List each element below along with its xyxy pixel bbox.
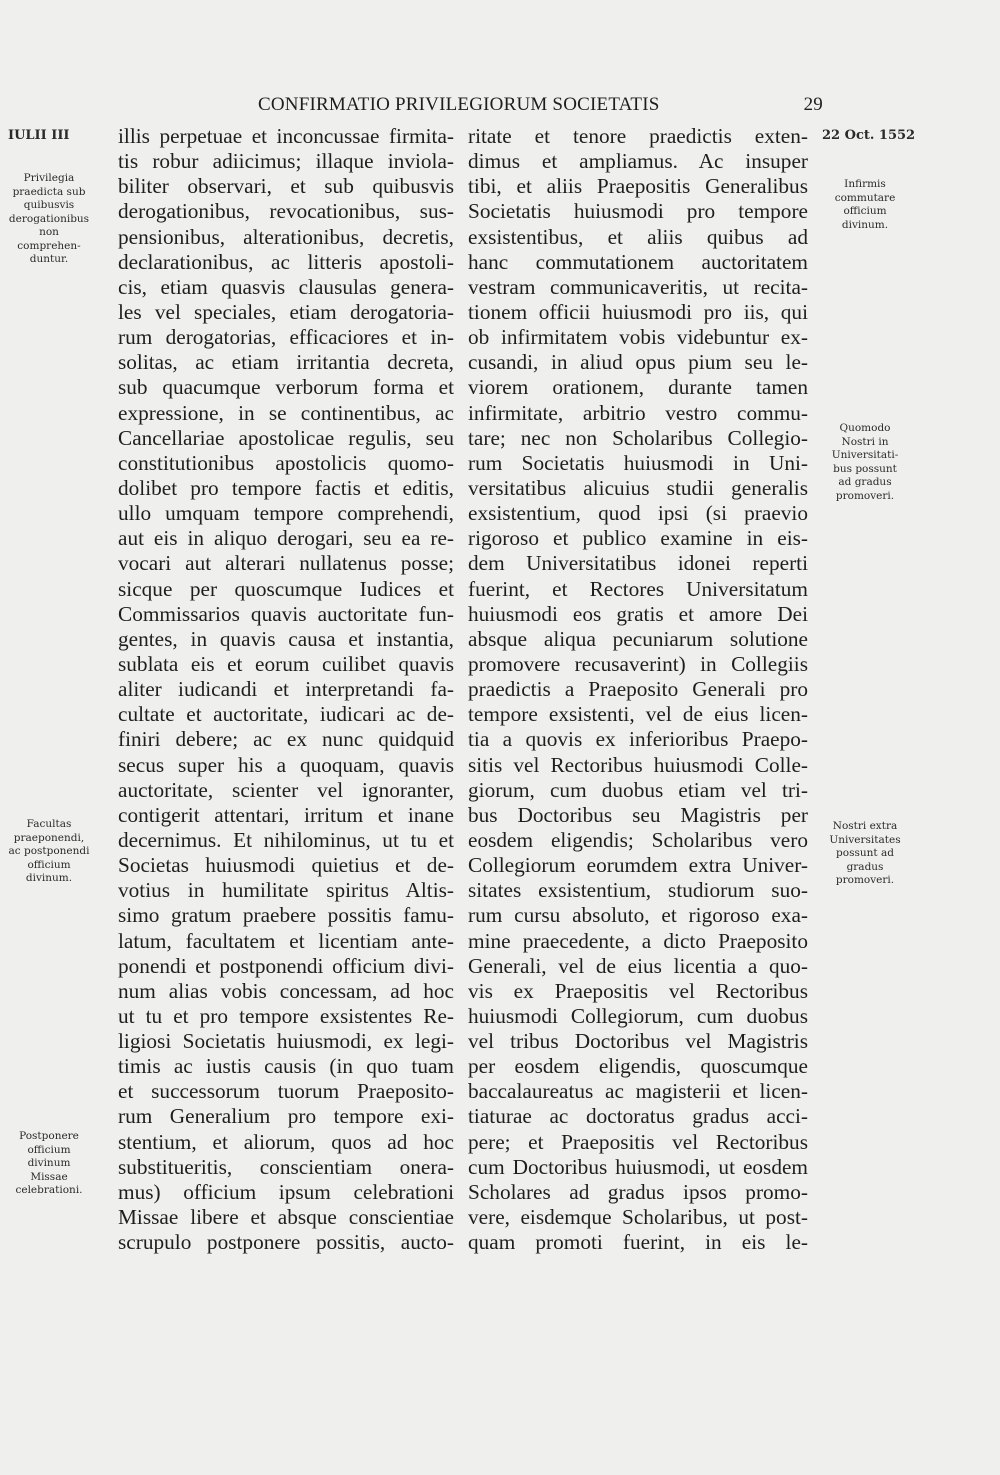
margin-note-line: derogationibus bbox=[8, 212, 90, 225]
text-line: ullo umquam tempore comprehendi, bbox=[118, 501, 454, 526]
text-line: vestram communicaveritis, ut recita- bbox=[468, 274, 808, 299]
text-line: exsistentium, quod ipsi (si praevio bbox=[468, 501, 808, 526]
text-line: les vel speciales, etiam derogatoria- bbox=[118, 299, 454, 324]
text-line: Generali, vel de eius licentia a quo- bbox=[468, 953, 808, 978]
text-line: vel tribus Doctoribus vel Magistris bbox=[468, 1029, 808, 1054]
text-line: biliter observari, et sub quibusvis bbox=[118, 174, 454, 199]
text-line: eosdem eligendis; Scholaribus vero bbox=[468, 827, 808, 852]
margin-note-line: bus possunt bbox=[833, 462, 897, 475]
text-line: Collegiorum eorumdem extra Univer- bbox=[468, 853, 808, 878]
pope-name: IULII III bbox=[8, 128, 70, 143]
text-line: absque aliqua pecuniarum solutione bbox=[468, 626, 808, 651]
text-line: vis ex Praepositis vel Rectoribus bbox=[468, 978, 808, 1003]
text-line: huiusmodi Collegiorum, cum duobus bbox=[468, 1003, 808, 1028]
margin-note-line: divinum. bbox=[841, 218, 889, 231]
margin-note-postponere bbox=[0, 1130, 98, 1198]
margin-note-line: praeponendi, bbox=[13, 831, 85, 844]
text-line: cusandi, in aliud opus pium seu le- bbox=[468, 350, 808, 375]
text-line: Missae libere et absque conscientiae bbox=[118, 1205, 454, 1230]
margin-note-facultas bbox=[0, 818, 98, 886]
text-line: vocari aut alterari nullatenus posse; bbox=[118, 551, 454, 576]
text-line: infirmitate, arbitrio vestro commu- bbox=[468, 400, 808, 425]
margin-note-line: Facultas bbox=[26, 818, 72, 830]
margin-note-line: Postponere bbox=[19, 1130, 79, 1142]
text-line: rum Generalium pro tempore exi- bbox=[118, 1104, 454, 1129]
text-line: sub quacumque verborum forma et bbox=[118, 375, 454, 400]
running-title: CONFIRMATIO PRIVILEGIORUM SOCIETATIS bbox=[258, 94, 660, 115]
text-line: tempore exsistenti, vel de eius licen- bbox=[468, 702, 808, 727]
page-number: 29 bbox=[803, 94, 823, 115]
text-line: ponendi et postponendi officium divi- bbox=[118, 953, 454, 978]
text-line: baccalaureatus ac magisterii et licen- bbox=[468, 1079, 808, 1104]
text-line: dimus et ampliamus. Ac insuper bbox=[468, 149, 808, 174]
text-line: rum Societatis huiusmodi in Uni- bbox=[468, 450, 808, 475]
text-line: mus) officium ipsum celebrationi bbox=[118, 1179, 454, 1204]
margin-note-line: duntur. bbox=[29, 253, 69, 265]
text-line: solitas, ac etiam irritantia decreta, bbox=[118, 350, 454, 375]
text-line: constitutionibus apostolicis quomo- bbox=[118, 450, 454, 475]
margin-note-line: officium bbox=[27, 858, 71, 871]
margin-note-line: celebrationi. bbox=[15, 1184, 83, 1196]
text-line: versitatibus alicuius studii generalis bbox=[468, 475, 808, 500]
text-line: Societatis huiusmodi pro tempore bbox=[468, 199, 808, 224]
text-line: praedictis a Praeposito Generali pro bbox=[468, 677, 808, 702]
text-line: quam promoti fuerint, in eis le- bbox=[468, 1230, 808, 1255]
text-line: decernimus. Et nihilominus, ut tu et bbox=[118, 827, 454, 852]
text-line: scrupulo postponere possitis, aucto- bbox=[118, 1230, 454, 1255]
text-line: stentium, et aliorum, quos ad hoc bbox=[118, 1129, 454, 1154]
text-line: dem Universitatibus idonei reperti bbox=[468, 551, 808, 576]
margin-note-nostri-extra bbox=[815, 820, 915, 888]
margin-note-line: possunt ad bbox=[836, 847, 894, 859]
text-line: fuerint, et Rectores Universitatum bbox=[468, 576, 808, 601]
margin-note-line: Privilegia bbox=[23, 172, 75, 184]
text-line: substitueritis, conscientiam onera- bbox=[118, 1154, 454, 1179]
text-line: dolibet pro tempore factis et editis, bbox=[118, 475, 454, 500]
text-line: tibi, et aliis Praepositis Generalibus bbox=[468, 174, 808, 199]
margin-note-quomodo bbox=[815, 422, 915, 503]
text-line: tis robur adiicimus; illaque inviola- bbox=[118, 149, 454, 174]
text-line: sicque per quoscumque Iudices et bbox=[118, 576, 454, 601]
text-line: secus super his a quoquam, quavis bbox=[118, 752, 454, 777]
text-line: et successorum tuorum Praeposito- bbox=[118, 1079, 454, 1104]
margin-note-line: Universitati- bbox=[831, 449, 899, 461]
text-line: sitates exsistentium, studiorum suo- bbox=[468, 878, 808, 903]
text-line: contigerit attentari, irritum et inane bbox=[118, 802, 454, 827]
margin-note-line: promoveri. bbox=[835, 874, 895, 886]
text-line: aut eis in aliquo derogari, seu ea re- bbox=[118, 526, 454, 551]
text-line: derogationibus, revocationibus, sus- bbox=[118, 199, 454, 224]
text-line: ligiosi Societatis huiusmodi, ex legi- bbox=[118, 1029, 454, 1054]
margin-note-line: non bbox=[39, 226, 59, 238]
text-line: ut tu et pro tempore exsistentes Re- bbox=[118, 1003, 454, 1028]
right-text-column bbox=[468, 124, 808, 1255]
text-line: hanc commutationem auctoritatem bbox=[468, 249, 808, 274]
margin-note-line: quibusvis bbox=[23, 199, 75, 211]
margin-date: 22 Oct. 1552 bbox=[822, 128, 916, 143]
text-line: ob infirmitatem vobis videbuntur ex- bbox=[468, 325, 808, 350]
margin-note-line: officium bbox=[843, 205, 887, 217]
text-line: expressione, in se continentibus, ac bbox=[118, 400, 454, 425]
text-line: gentes, in quavis causa et instantia, bbox=[118, 626, 454, 651]
text-line: rigoroso et publico examine in eis- bbox=[468, 526, 808, 551]
text-line: cis, etiam quasvis clausulas genera- bbox=[118, 274, 454, 299]
running-head bbox=[258, 94, 823, 120]
text-line: tionem officii huiusmodi pro iis, qui bbox=[468, 299, 808, 324]
text-line: mine praecedente, a dicto Praeposito bbox=[468, 928, 808, 953]
margin-note-infirmis bbox=[815, 178, 915, 232]
text-line: vere, eisdemque Scholaribus, ut post- bbox=[468, 1205, 808, 1230]
text-line: sublata eis et eorum cuilibet quavis bbox=[118, 651, 454, 676]
text-line: cum Doctoribus huiusmodi, ut eosdem bbox=[468, 1154, 808, 1179]
text-line: sitis vel Rectoribus huiusmodi Colle- bbox=[468, 752, 808, 777]
text-line: rum derogatorias, efficaciores et in- bbox=[118, 325, 454, 350]
text-line: per eosdem eligendis, quoscumque bbox=[468, 1054, 808, 1079]
text-line: pensionibus, alterationibus, decretis, bbox=[118, 224, 454, 249]
margin-note-line: commutare bbox=[834, 191, 896, 204]
margin-note-line: Nostri extra bbox=[832, 820, 898, 832]
text-line: Scholares ad gradus ipsos promo- bbox=[468, 1179, 808, 1204]
text-line: illis perpetuae et inconcussae firmita- bbox=[118, 124, 454, 148]
text-line: declarationibus, ac litteris apostoli- bbox=[118, 249, 454, 274]
text-line: Cancellariae apostolicae regulis, seu bbox=[118, 425, 454, 450]
text-line: tia a quovis ex inferioribus Praepo- bbox=[468, 727, 808, 752]
margin-note-line: gradus bbox=[846, 860, 884, 873]
margin-note-line: Nostri in bbox=[841, 435, 889, 448]
text-line: finiri debere; ac ex nunc quidquid bbox=[118, 727, 454, 752]
text-line: cultate et auctoritate, iudicari ac de- bbox=[118, 702, 454, 727]
text-line: huiusmodi eos gratis et amore Dei bbox=[468, 601, 808, 626]
margin-note-line: divinum bbox=[27, 1157, 71, 1169]
margin-note-line: comprehen- bbox=[17, 239, 81, 252]
text-line: tiaturae ac doctoratus gradus acci- bbox=[468, 1104, 808, 1129]
margin-note-line: Universitates bbox=[829, 833, 901, 846]
text-line: aliter iudicandi et interpretandi fa- bbox=[118, 677, 454, 702]
text-line: tare; nec non Scholaribus Collegio- bbox=[468, 425, 808, 450]
text-line: exsistentibus, et aliis quibus ad bbox=[468, 224, 808, 249]
margin-note-line: promoveri. bbox=[835, 489, 895, 502]
margin-note-line: ad gradus bbox=[838, 476, 892, 488]
text-line: giorum, cum duobus etiam vel tri- bbox=[468, 777, 808, 802]
margin-note-line: Missae bbox=[30, 1170, 68, 1183]
text-line: promovere recusaverint) in Collegiis bbox=[468, 651, 808, 676]
text-line: ritate et tenore praedictis exten- bbox=[468, 124, 808, 148]
text-line: viorem orationem, durante tamen bbox=[468, 375, 808, 400]
margin-note-line: Infirmis bbox=[844, 178, 886, 190]
text-line: votius in humilitate spiritus Altis- bbox=[118, 878, 454, 903]
text-line: auctoritate, scienter vel ignoranter, bbox=[118, 777, 454, 802]
text-line: simo gratum praebere possitis famu- bbox=[118, 903, 454, 928]
text-line: rum cursu absoluto, et rigoroso exa- bbox=[468, 903, 808, 928]
margin-note-line: ac postponendi bbox=[8, 845, 90, 857]
left-text-column bbox=[118, 124, 454, 1255]
text-line: Societas huiusmodi quietius et de- bbox=[118, 853, 454, 878]
margin-note-line: Quomodo bbox=[839, 422, 891, 434]
text-line: timis ac iustis causis (in quo tuam bbox=[118, 1054, 454, 1079]
text-line: Commissarios quavis auctoritate fun- bbox=[118, 601, 454, 626]
text-line: bus Doctoribus seu Magistris per bbox=[468, 802, 808, 827]
margin-note-line: praedicta sub bbox=[12, 185, 86, 198]
text-line: pere; et Praepositis vel Rectoribus bbox=[468, 1129, 808, 1154]
margin-note-privilegia bbox=[0, 172, 98, 267]
text-line: latum, facultatem et licentiam ante- bbox=[118, 928, 454, 953]
margin-note-line: divinum. bbox=[25, 872, 73, 884]
text-line: num alias vobis concessam, ad hoc bbox=[118, 978, 454, 1003]
margin-note-line: officium bbox=[27, 1143, 71, 1156]
